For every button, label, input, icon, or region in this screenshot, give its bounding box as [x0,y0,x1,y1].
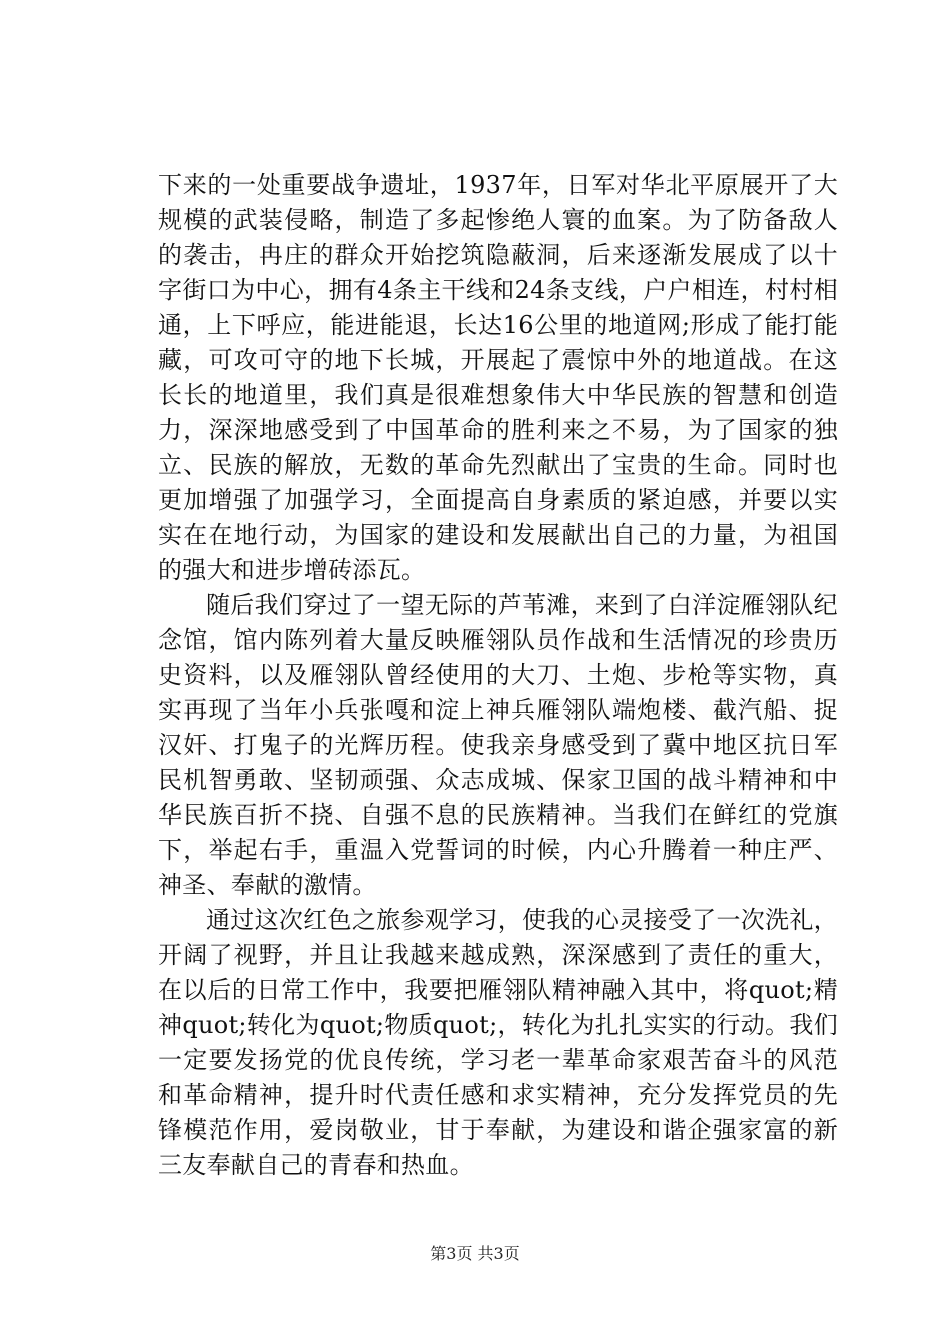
document-body [158,168,838,1183]
paragraph-continued: 下来的一处重要战争遗址，1937年，日军对华北平原展开了大规模的武装侵略，制造了多起惨绝人寰的血案。为了防备敌人的袭击，冉庄的群众开始挖筑隐蔽洞，后来逐渐发展成了以十字街口为中心，拥有4条主干线和24条支线，户户相连，村村相通，上下呼应，能进能退，长达16公里的地道网;形成了能打能藏，可攻可守的地下长城，开展起了震惊中外的地道战。在这长长的地道里，我们真是很难想象伟大中华民族的智慧和创造力，深深地感受到了中国革命的胜利来之不易，为了国家的独立、民族的解放，无数的革命先烈献出了宝贵的生命。同时也更加增强了加强学习，全面提高自身素质的紧迫感，并要以实实在在地行动，为国家的建设和发展献出自己的力量，为祖国的强大和进步增砖添瓦。 [158,171,838,584]
paragraph-memorial-hall: 随后我们穿过了一望无际的芦苇滩，来到了白洋淀雁翎队纪念馆，馆内陈列着大量反映雁翎队员作战和生活情况的珍贵历史资料，以及雁翎队曾经使用的大刀、土炮、步枪等实物，真实再现了当年小兵张嘎和淀上神兵雁翎队端炮楼、截汽船、捉汉奸、打鬼子的光辉历程。使我亲身感受到了冀中地区抗日军民机智勇敢、坚韧顽强、众志成城、保家卫国的战斗精神和中华民族百折不挠、自强不息的民族精神。当我们在鲜红的党旗下，举起右手，重温入党誓词的时候，内心升腾着一种庄严、神圣、奉献的激情。 [158,591,838,899]
page-number-footer: 第3页 共3页 [430,1244,520,1263]
paragraph-conclusion: 通过这次红色之旅参观学习，使我的心灵接受了一次洗礼，开阔了视野，并且让我越来越成熟，深深感到了责任的重大，在以后的日常工作中，我要把雁翎队精神融入其中，将quot;精神quot;转化为quot;物质quot;，转化为扎扎实实的行动。我们一定要发扬党的优良传统，学习老一辈革命家艰苦奋斗的风范和革命精神，提升时代责任感和求实精神，充分发挥党员的先锋模范作用，爱岗敬业，甘于奉献，为建设和谐企强家富的新三友奉献自己的青春和热血。 [158,906,838,1179]
